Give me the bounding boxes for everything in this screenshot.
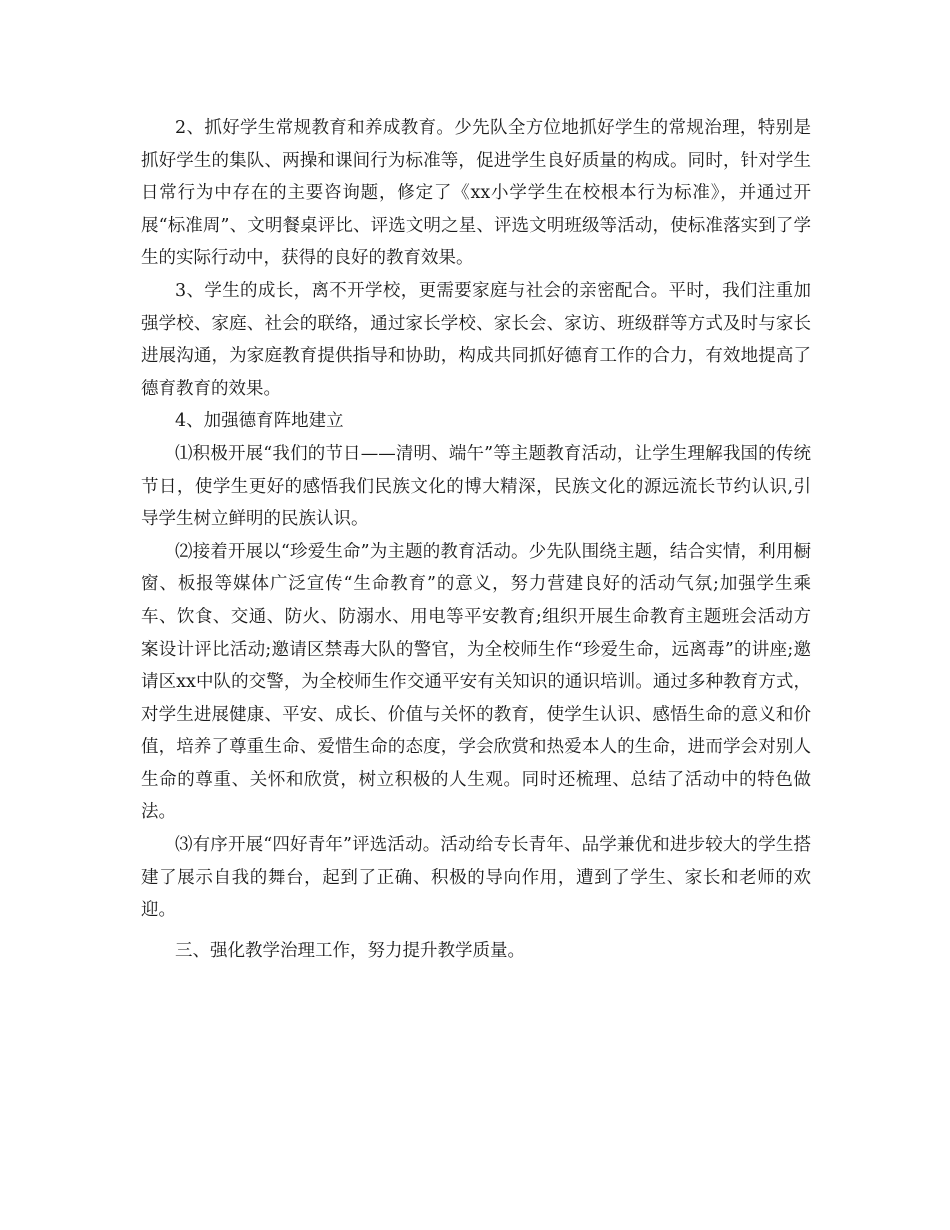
document-body — [141, 112, 811, 967]
paragraph-four-good-youth: ⑶有序开展“四好青年”评选活动。活动给专长青年、品学兼优和进步较大的学生搭建了展示自我的舞台，起到了正确、积极的导向作用，遭到了学生、家长和老师的欢迎。 — [141, 835, 811, 921]
paragraph-festival-activities: ⑴积极开展“我们的节日——清明、端午”等主题教育活动，让学生理解我国的传统节日，使学生更好的感悟我们民族文化的博大精深，民族文化的源远流长节约认识,引导学生树立鲜明的民族认识。 — [141, 443, 811, 530]
section-heading-teaching-management: 三、强化教学治理工作，努力提升教学质量。 — [175, 940, 525, 961]
paragraph-family-cooperation: 3、学生的成长，离不开学校，更需要家庭与社会的亲密配合。平时，我们注重加强学校、家庭、社会的联络，通过家长学校、家长会、家访、班级群等方式及时与家长进展沟通，为家庭教育提供指导和协助，构成共同抓好德育工作的合力，有效地提高了德育教育的效果。 — [141, 280, 811, 399]
paragraph-life-education: ⑵接着开展以“珍爱生命”为主题的教育活动。少先队围绕主题，结合实情，利用橱窗、板报等媒体广泛宣传“生命教育”的意义，努力营建良好的活动气氛;加强学生乘车、饮食、交通、防火、防溺水、用电等平安教育;组织开展生命教育主题班会活动方案设计评比活动;邀请区禁毒大队的警官，为全校师生作“珍爱生命，远离毒”的讲座;邀请区xx中队的交警，为全校师生作交通平安有关知识的通识培训。通过多种教育方式，对学生进展健康、平安、成长、价值与关怀的教育，使学生认识、感悟生命的意义和价值，培养了尊重生命、爱惜生命的态度，学会欣赏和热爱本人的生命，进而学会对别人生命的尊重、关怀和欣赏，树立积极的人生观。同时还梳理、总结了活动中的特色做法。 — [141, 541, 811, 823]
paragraph-moral-base-heading: 4、加强德育阵地建立 — [175, 411, 344, 432]
paragraph-routine-education: 2、抓好学生常规教育和养成教育。少先队全方位地抓好学生的常规治理，特别是抓好学生的集队、两操和课间行为标准等，促进学生良好质量的构成。同时，针对学生日常行为中存在的主要咨询题，修定了《xx小学学生在校根本行为标准》，并通过开展“标准周”、文明餐桌评比、评选文明之星、评选文明班级等活动，使标准落实到了学生的实际行动中，获得的良好的教育效果。 — [141, 118, 811, 269]
